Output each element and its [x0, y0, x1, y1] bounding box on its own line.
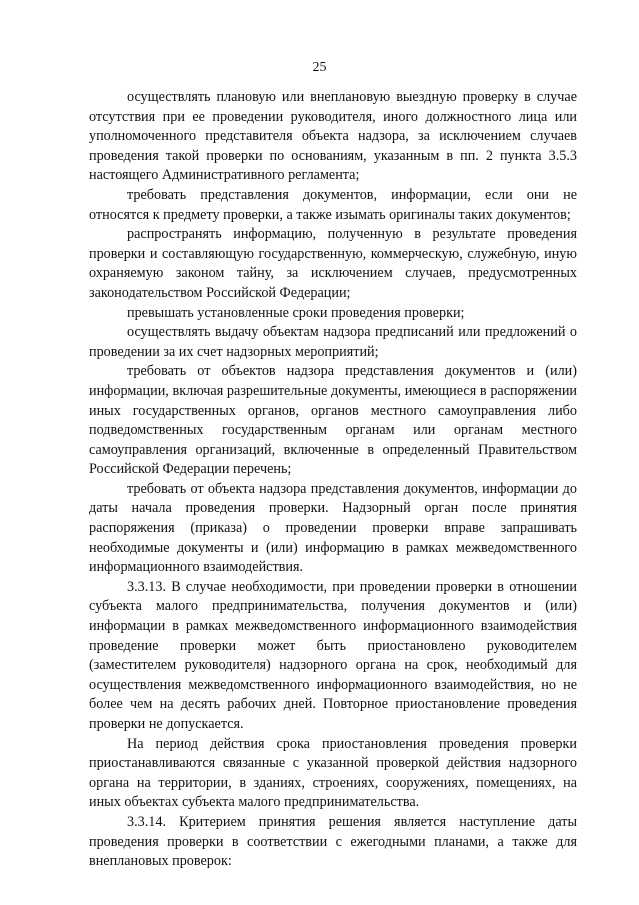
paragraph-prohibition-exceed-deadlines: превышать установленные сроки проведения проверки; [127, 304, 465, 321]
page-number: 25 [312, 60, 327, 75]
paragraph-prohibition-disclose-information: распространять информацию, полученную в результате проведения проверки и составляющую государственную, коммерческую, служебную, иную охраняемую законом тайну, за исключением случаев, предусмотренных законодательством Российской Федерации; [89, 226, 577, 301]
paragraph-suspension-period: На период действия срока приостановления проведения проверки приостанавливаются связанные с указанной проверкой действия надзорного органа на территории, в зданиях, строениях, сооружениях, помещениях, на иных объектах субъекта малого предпринимательства. [89, 735, 577, 811]
paragraph-clause-3-3-14: 3.3.14. Критерием принятия решения является наступление даты проведения проверки в соответствии с ежегодными планами, а также для внеплановых проверок: [89, 813, 577, 870]
paragraph-prohibition-issue-orders: осуществлять выдачу объектам надзора предписаний или предложений о проведении за их счет надзорных мероприятий; [89, 324, 577, 360]
document-body [89, 88, 577, 872]
paragraph-prohibition-request-state-documents: требовать от объектов надзора представления документов и (или) информации, включая разрешительные документы, имеющиеся в распоряжении иных государственных органов, органов местного самоуправления либо подведомственных государственным органам или органам местного самоуправления организаций, включенные в определенный Правительством Российской Федерации перечень; [89, 363, 577, 478]
paragraph-prohibition-request-documents: требовать представления документов, информации, если они не относятся к предмету проверки, а также изымать оригиналы таких документов; [89, 186, 577, 223]
paragraph-prohibition-request-before-start: требовать от объекта надзора представления документов, информации до даты начала проведения проверки. Надзорный орган после принятия распоряжения (приказа) о проведении проверки вправе запрашивать необходимые документы и (или) информацию в рамках межведомственного информационного взаимодействия. [89, 480, 577, 576]
paragraph-clause-3-3-13: 3.3.13. В случае необходимости, при проведении проверки в отношении субъекта малого предпринимательства, получения документов и (или) информации в рамках межведомственного информационного взаимодействия проведение проверки может быть приостановлено руководителем (заместителем руководителя) надзорного органа на срок, необходимый для осуществления межведомственного информационного взаимодействия, но не более чем на десять рабочих дней. Повторное приостановление проведения проверки не допускается. [89, 578, 577, 732]
paragraph-prohibition-onsite-inspection: осуществлять плановую или внеплановую выездную проверку в случае отсутствия при ее проведении руководителя, иного должностного лица или уполномоченного представителя объекта надзора, за исключением случаев проведения такой проверки по основаниям, указанным в пп. 2 пункта 3.5.3 настоящего Административного регламента; [89, 89, 577, 184]
